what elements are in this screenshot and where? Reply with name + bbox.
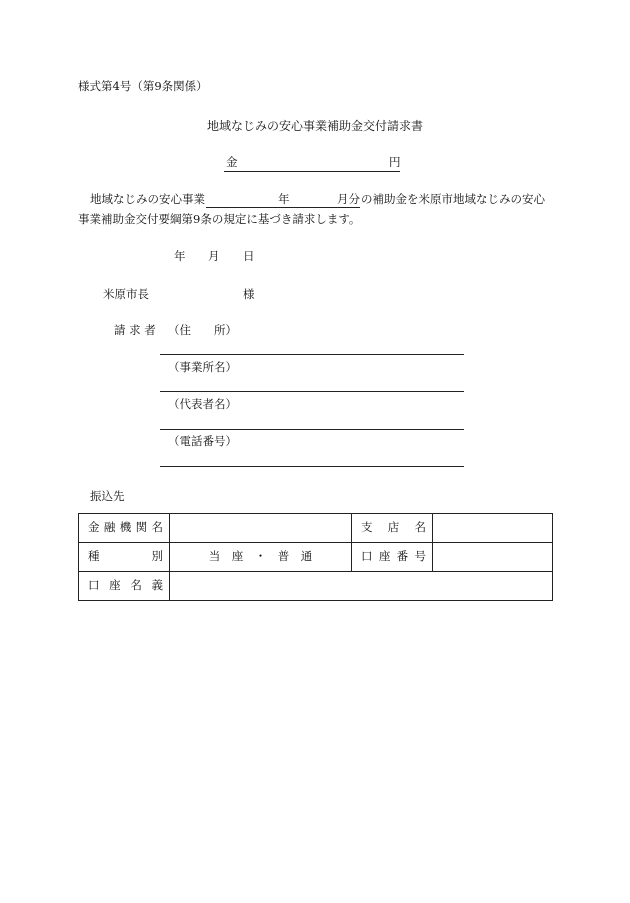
- body-part1: 地域なじみの安心事業: [90, 192, 205, 206]
- phone-label: （電話番号）: [168, 434, 237, 448]
- phone-line[interactable]: [160, 466, 464, 467]
- body-year: 年: [278, 192, 290, 206]
- table-row: [79, 543, 553, 572]
- claimant-label: 請 求 者: [114, 323, 156, 337]
- date-month: 月: [208, 249, 220, 263]
- address-line[interactable]: [160, 354, 464, 355]
- account-number-label: 口 座 番 号: [352, 543, 433, 572]
- branch-name-label: 支 店 名: [352, 514, 433, 543]
- body-part2: の補助金を米原市地域なじみの安心: [361, 192, 545, 206]
- transfer-table: [78, 513, 553, 601]
- representative-line[interactable]: [160, 429, 464, 430]
- date-year: 年: [174, 249, 186, 263]
- body-line2: 事業補助金交付要綱第9条の規定に基づき請求します。: [78, 212, 361, 226]
- branch-name-field[interactable]: [433, 514, 553, 543]
- account-holder-field[interactable]: [170, 572, 553, 601]
- account-type-label: 種 別: [79, 543, 170, 572]
- addressee-suffix: 様: [243, 287, 255, 301]
- office-line[interactable]: [160, 391, 464, 392]
- account-type-value[interactable]: 当 座 ・ 普 通: [170, 543, 352, 572]
- table-row: [79, 572, 553, 601]
- document-title: 地域なじみの安心事業補助金交付請求書: [207, 119, 424, 133]
- body-month-blank: [294, 207, 360, 208]
- addressee: 米原市長: [103, 287, 149, 301]
- account-number-field[interactable]: [433, 543, 553, 572]
- account-holder-label: 口 座 名 義: [79, 572, 170, 601]
- bank-name-field[interactable]: [170, 514, 352, 543]
- bank-name-label: 金 融 機 関 名: [79, 514, 170, 543]
- form-number: 様式第4号（第9条関係）: [78, 79, 208, 93]
- body-year-blank: [206, 207, 294, 208]
- amount-underline: [224, 171, 400, 172]
- office-label: （事業所名）: [168, 360, 237, 374]
- date-day: 日: [243, 249, 255, 263]
- address-label: （住 所）: [168, 323, 237, 337]
- table-row: [79, 514, 553, 543]
- transfer-heading: 振込先: [90, 489, 125, 503]
- body-month-part: 月分: [337, 192, 360, 206]
- representative-label: （代表者名）: [168, 397, 237, 411]
- amount-suffix: 円: [389, 155, 401, 169]
- amount-prefix: 金: [226, 155, 238, 169]
